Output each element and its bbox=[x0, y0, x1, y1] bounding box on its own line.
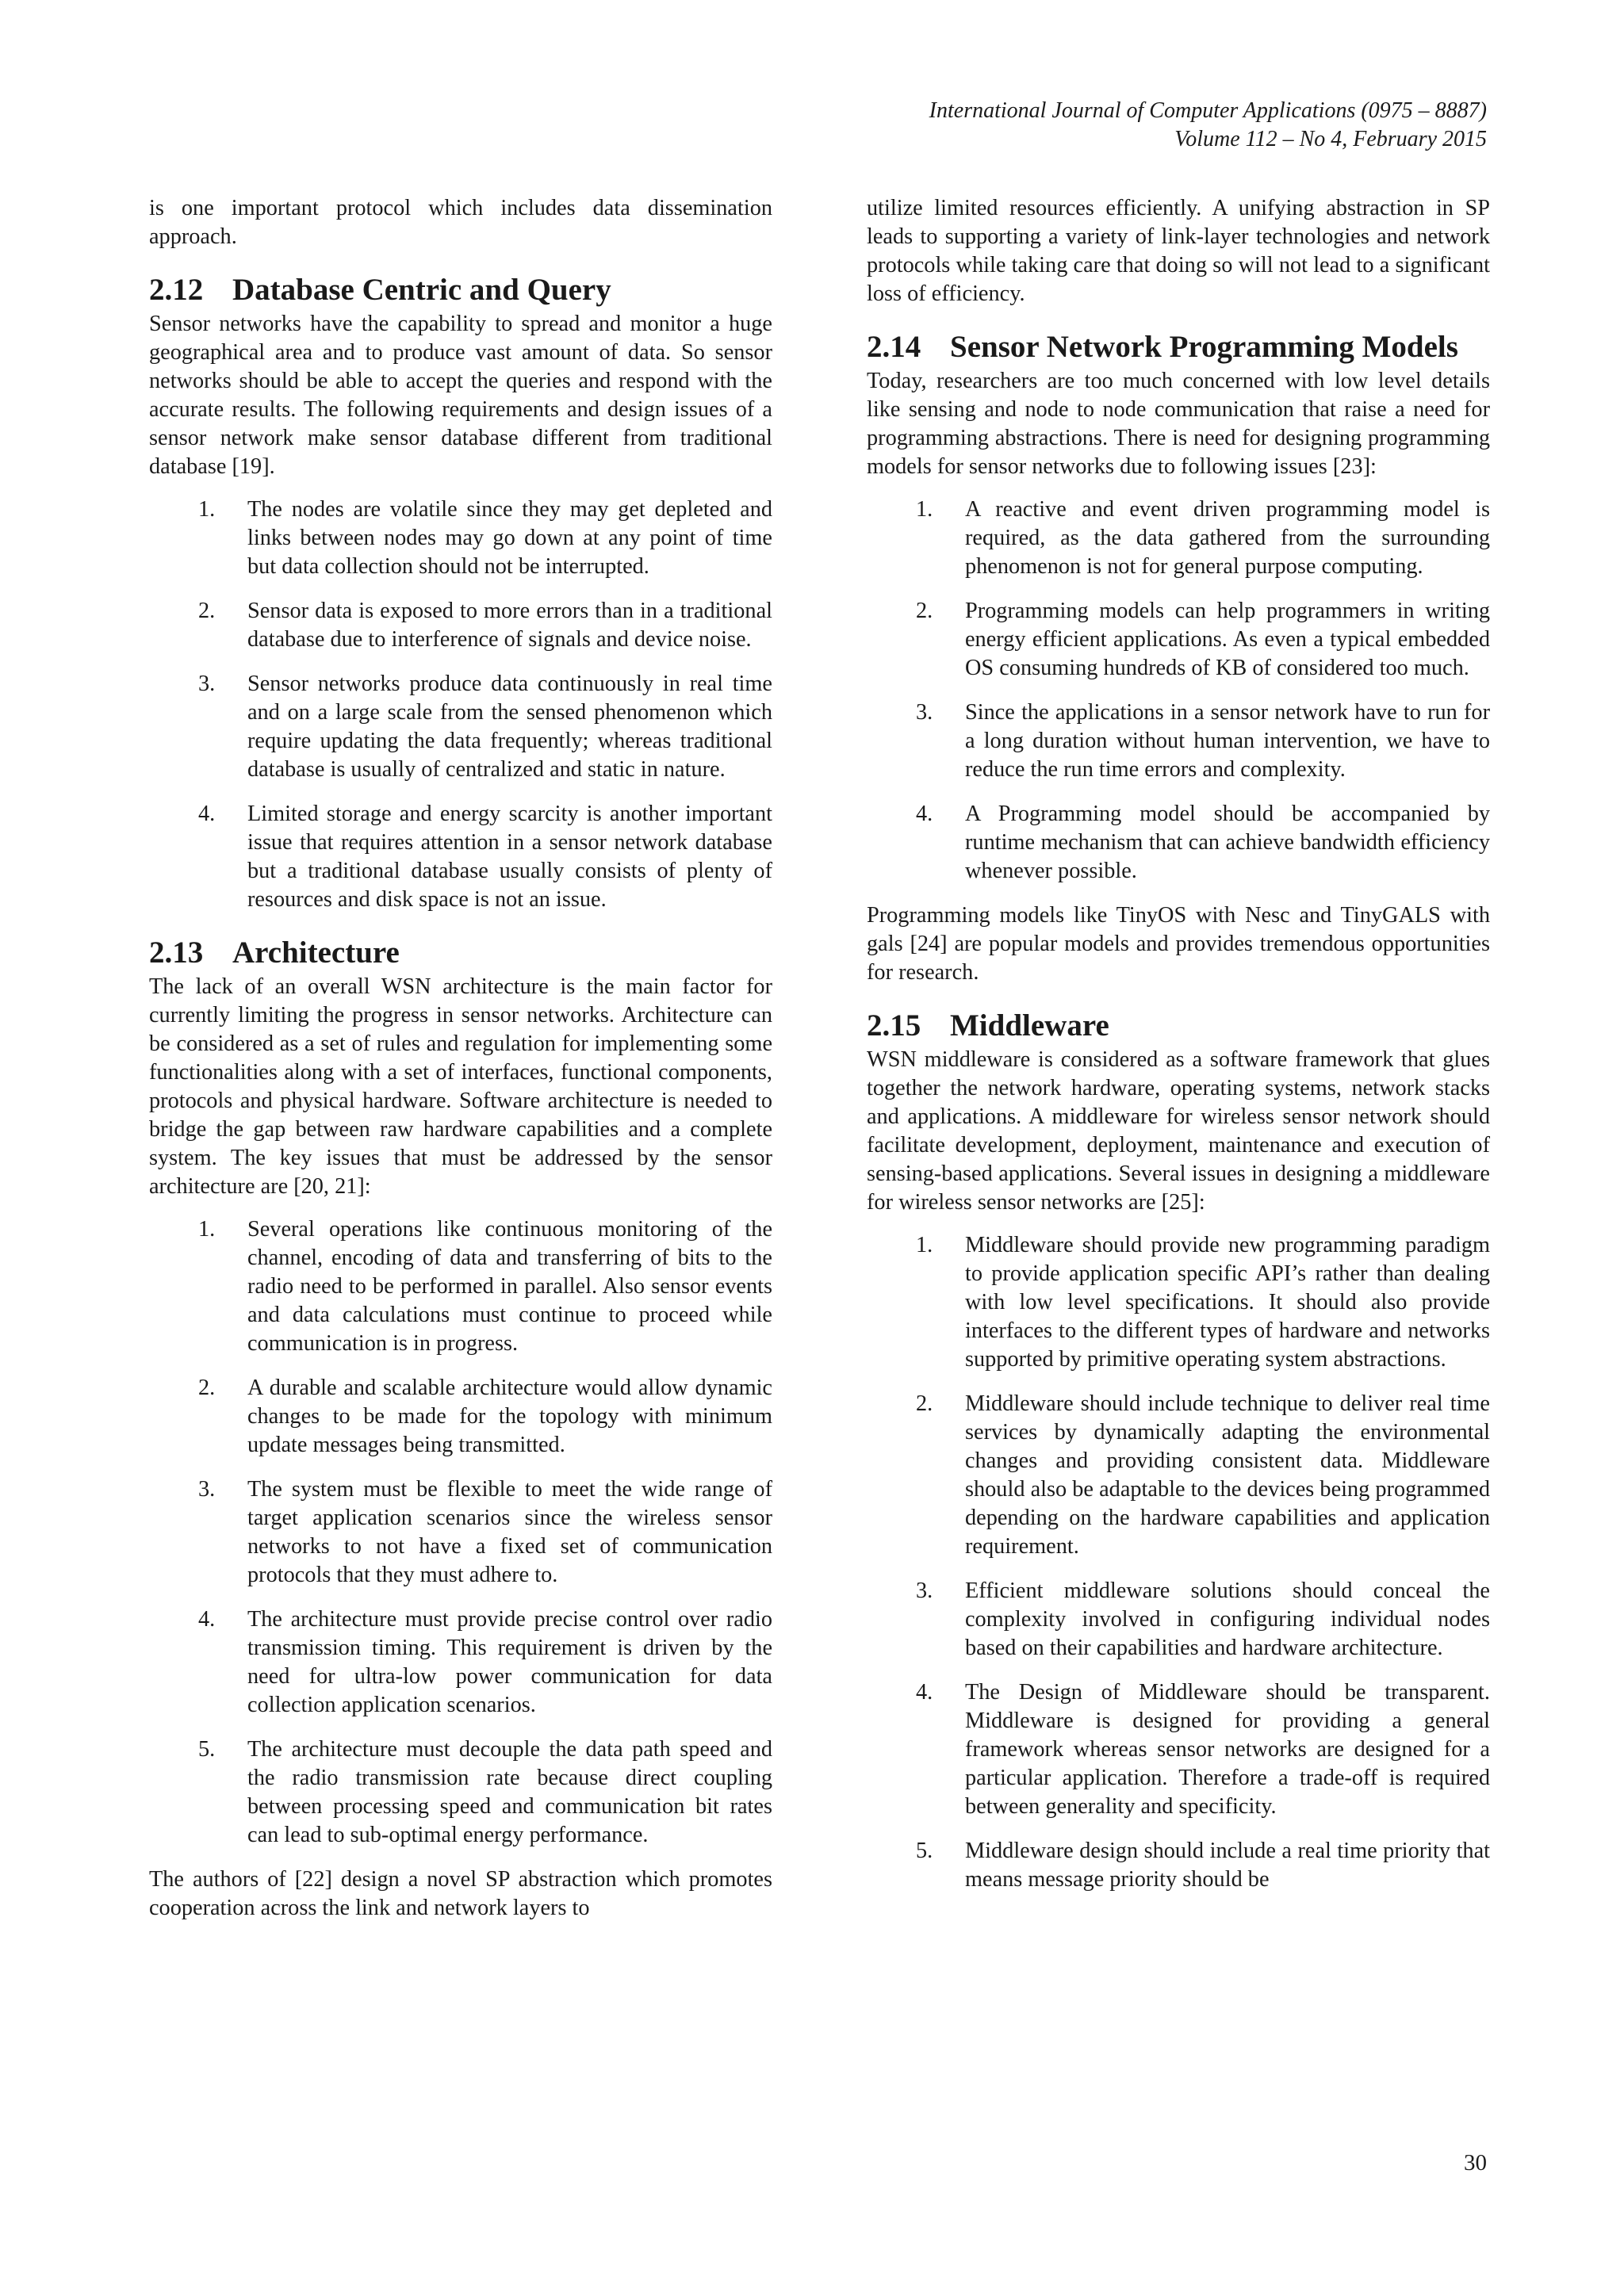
list-number: 2. bbox=[198, 599, 216, 623]
section-heading-2-13 bbox=[149, 935, 772, 971]
section-paragraph: The lack of an overall WSN architecture is the main factor for currently limiting the progress in sensor networks. Architecture can be considered as a set of rules and regulation for implementing some functionalities along with a set of interfaces, functional components, protocols and physical hardware. Software architecture is needed to bridge the gap between raw hardware capabilities and a complete system. The key issues that must be addressed by the sensor architecture are [20, 21]: bbox=[149, 974, 772, 1199]
section-title: Database Centric and Query bbox=[232, 273, 611, 307]
list-item-text: Sensor networks produce data continuously in real time and on a large scale from the sensed phenomenon which require updating the data frequently; whereas traditional database is usually of centralized and static in nature. bbox=[247, 672, 772, 782]
list-item bbox=[867, 1837, 1490, 1894]
list-number: 3. bbox=[198, 1477, 216, 1502]
list-item bbox=[867, 496, 1490, 581]
numbered-list bbox=[149, 1215, 772, 1850]
section-paragraph: Sensor networks have the capability to spread and monitor a huge geographical area and to produce vast amount of data. So sensor networks should be able to accept the queries and respond with the accurate results. The following requirements and design issues of a sensor network make sensor database different from traditional database [19]. bbox=[149, 312, 772, 479]
list-number: 3. bbox=[198, 672, 216, 696]
list-item bbox=[867, 1390, 1490, 1561]
list-number: 5. bbox=[198, 1737, 216, 1762]
list-item bbox=[149, 800, 772, 914]
list-item-text: Several operations like continuous monitoring of the channel, encoding of data and transferring of bits to the radio need to be performed in parallel. Also sensor events and data calculations must continue to proceed while communication is in progress. bbox=[247, 1217, 772, 1356]
list-item-text: The Design of Middleware should be transparent. Middleware is designed for providing a general framework whereas sensor networks are designed for a particular application. Therefore a trade-off is required between generality and specificity. bbox=[965, 1680, 1490, 1819]
numbered-list bbox=[867, 1231, 1490, 1894]
list-item-text: A reactive and event driven programming model is required, as the data gathered from the surrounding phenomenon is not for general purpose computing. bbox=[965, 497, 1490, 579]
continued-paragraph: is one important protocol which includes data dissemination approach. bbox=[149, 196, 772, 249]
list-item-text: Middleware should provide new programming paradigm to provide application specific API’s rather than dealing with low level specifications. It should also provide interfaces to the different types of hardware and networks supported by primitive operating system abstractions. bbox=[965, 1233, 1490, 1372]
list-item-text: Sensor data is exposed to more errors than in a traditional database due to interference of signals and device noise. bbox=[247, 599, 772, 652]
list-item bbox=[867, 1231, 1490, 1374]
list-number: 1. bbox=[916, 1233, 933, 1257]
list-item-text: Limited storage and energy scarcity is another important issue that requires attention in a sensor network database but a traditional database usually consists of plenty of resources and disk space is not an issue. bbox=[247, 802, 772, 912]
right-column bbox=[867, 194, 1490, 1910]
list-number: 3. bbox=[916, 1578, 933, 1603]
journal-header bbox=[929, 97, 1487, 154]
list-number: 4. bbox=[198, 1607, 216, 1632]
list-item-text: Middleware should include technique to deliver real time services by dynamically adapting the environmental changes and providing consistent data. Middleware should also be adaptable to the devices being programmed depending on the hardware capabilities and application requirement. bbox=[965, 1391, 1490, 1559]
list-number: 3. bbox=[916, 700, 933, 725]
list-item-text: A durable and scalable architecture would allow dynamic changes to be made for the topology with minimum update messages being transmitted. bbox=[247, 1376, 772, 1457]
section-number: 2.12 bbox=[149, 273, 204, 307]
list-number: 1. bbox=[916, 497, 933, 522]
list-item bbox=[149, 1605, 772, 1720]
list-item bbox=[867, 800, 1490, 886]
list-number: 4. bbox=[198, 802, 216, 826]
list-number: 1. bbox=[198, 1217, 216, 1242]
section-paragraph: WSN middleware is considered as a software framework that glues together the network hardware, operating systems, network stacks and applications. A middleware for wireless sensor network should facilitate development, deployment, maintenance and execution of sensing-based applications. Several issues in designing a middleware for wireless sensor networks are [25]: bbox=[867, 1047, 1490, 1215]
list-number: 2. bbox=[198, 1376, 216, 1400]
list-item bbox=[867, 1577, 1490, 1663]
list-number: 4. bbox=[916, 1680, 933, 1705]
section-number: 2.15 bbox=[867, 1008, 921, 1043]
list-item-text: A Programming model should be accompanied by runtime mechanism that can achieve bandwidth efficiency whenever possible. bbox=[965, 802, 1490, 883]
section-title: Architecture bbox=[232, 936, 400, 970]
numbered-list bbox=[149, 496, 772, 914]
list-number: 1. bbox=[198, 497, 216, 522]
list-item bbox=[149, 597, 772, 654]
list-item-text: The architecture must decouple the data path speed and the radio transmission rate because direct coupling between processing speed and communication bit rates can lead to sub-optimal energy performance. bbox=[247, 1737, 772, 1847]
list-number: 2. bbox=[916, 599, 933, 623]
list-item-text: Efficient middleware solutions should conceal the complexity involved in configuring individual nodes based on their capabilities and hardware architecture. bbox=[965, 1578, 1490, 1660]
list-number: 2. bbox=[916, 1391, 933, 1416]
list-item bbox=[149, 1374, 772, 1460]
list-item-text: Programming models can help programmers in writing energy efficient applications. As even a typical embedded OS consuming hundreds of KB of considered too much. bbox=[965, 599, 1490, 680]
section-title: Middleware bbox=[950, 1008, 1109, 1043]
list-item-text: Since the applications in a sensor network have to run for a long duration without human intervention, we have to reduce the run time errors and complexity. bbox=[965, 700, 1490, 782]
section-heading-2-15 bbox=[867, 1008, 1490, 1044]
list-number: 5. bbox=[916, 1839, 933, 1863]
list-item bbox=[149, 670, 772, 784]
section-paragraph: Today, researchers are too much concerned with low level details like sensing and node to node communication that raise a need for programming abstractions. There is need for designing programming models for sensor networks due to following issues [23]: bbox=[867, 369, 1490, 479]
page-number: 30 bbox=[1464, 2150, 1487, 2175]
list-item-text: The nodes are volatile since they may get depleted and links between nodes may go down at any point of time but data collection should not be interrupted. bbox=[247, 497, 772, 579]
list-item bbox=[149, 1735, 772, 1850]
list-item bbox=[149, 1475, 772, 1590]
numbered-list bbox=[867, 496, 1490, 886]
section-heading-2-12 bbox=[149, 272, 772, 308]
list-number: 4. bbox=[916, 802, 933, 826]
list-item-text: Middleware design should include a real time priority that means message priority should be bbox=[965, 1839, 1490, 1892]
journal-volume: Volume 112 – No 4, February 2015 bbox=[1174, 127, 1487, 151]
list-item bbox=[867, 698, 1490, 784]
list-item bbox=[867, 597, 1490, 683]
list-item bbox=[149, 1215, 772, 1358]
left-column bbox=[149, 194, 772, 1923]
section-title: Sensor Network Programming Models bbox=[950, 330, 1458, 364]
list-item-text: The system must be flexible to meet the wide range of target application scenarios since the wireless sensor networks to not have a fixed set of communication protocols that they must adhere to. bbox=[247, 1477, 772, 1587]
list-item bbox=[867, 1678, 1490, 1821]
list-item-text: The architecture must provide precise control over radio transmission timing. This requirement is driven by the need for ultra-low power communication for data collection application scenarios. bbox=[247, 1607, 772, 1717]
section-paragraph: Programming models like TinyOS with Nesc and TinyGALS with gals [24] are popular models and provides tremendous opportunities for research. bbox=[867, 903, 1490, 985]
section-number: 2.14 bbox=[867, 330, 921, 364]
continued-paragraph: utilize limited resources efficiently. A unifying abstraction in SP leads to supporting a variety of link-layer technologies and network protocols while taking care that doing so will not lead to a significant loss of efficiency. bbox=[867, 196, 1490, 306]
section-number: 2.13 bbox=[149, 936, 204, 970]
journal-title: International Journal of Computer Applications (0975 – 8887) bbox=[929, 98, 1487, 123]
section-heading-2-14 bbox=[867, 329, 1490, 365]
list-item bbox=[149, 496, 772, 581]
section-paragraph: The authors of [22] design a novel SP abstraction which promotes cooperation across the link and network layers to bbox=[149, 1867, 772, 1920]
